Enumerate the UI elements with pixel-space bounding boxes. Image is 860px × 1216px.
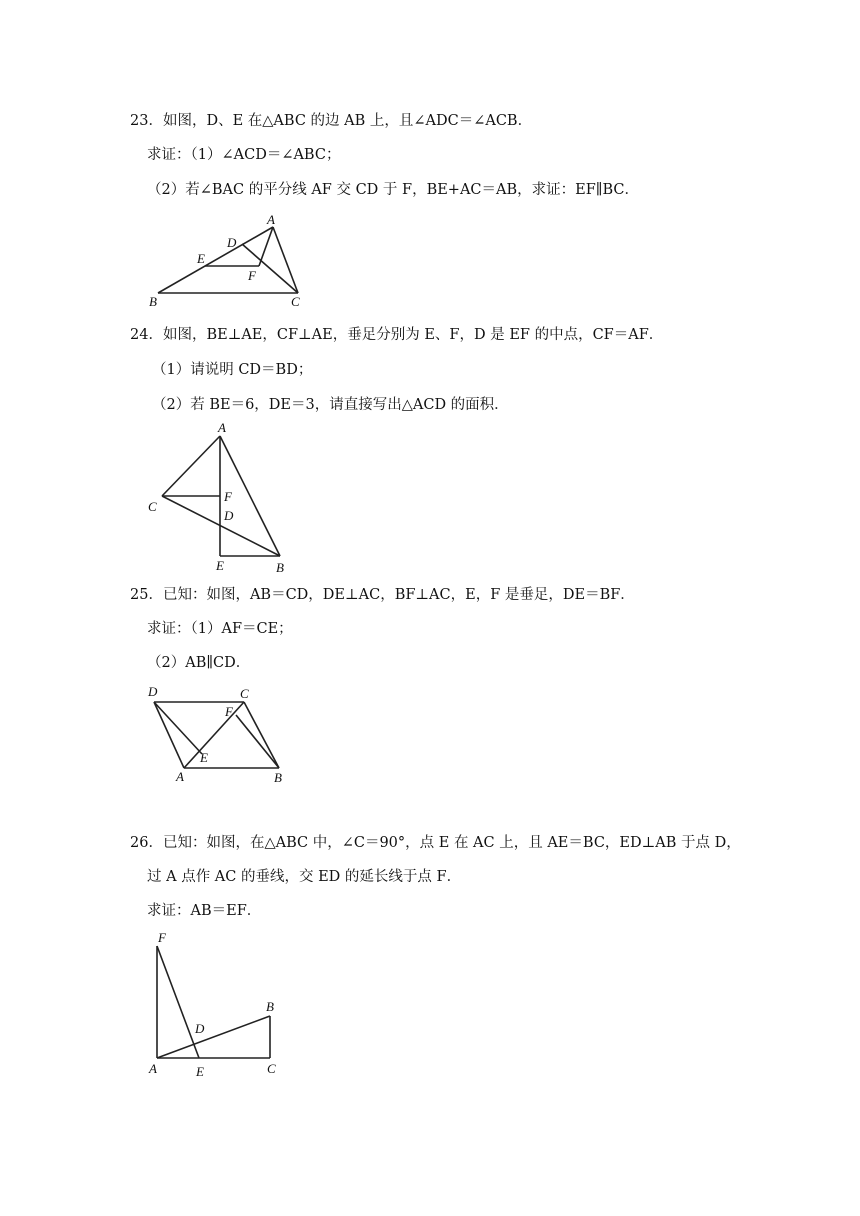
problem-23-part1: 求证：（1）∠ACD＝∠ABC；	[147, 147, 341, 163]
fig23-label-b: B	[149, 294, 157, 309]
fig23-label-a: A	[267, 212, 275, 227]
fig23-label-f: F	[248, 268, 256, 283]
problem-25-figure	[140, 680, 310, 790]
problem-25-part2: （2）AB∥CD．	[147, 655, 251, 671]
problem-24-part2: （2）若 BE＝6，DE＝3，请直接写出△ACD 的面积．	[152, 397, 509, 413]
fig23-label-d: D	[227, 235, 237, 250]
problem-23-statement: 23．如图，D、E 在△ABC 的边 AB 上，且∠ADC＝∠ACB．	[130, 113, 533, 129]
problem-26-statement: 26．已知：如图，在△ABC 中，∠C＝90°，点 E 在 AC 上，且 AE＝BC，ED⊥AB 于点 D，	[130, 835, 741, 851]
problem-23-figure	[145, 212, 325, 312]
fig25-label-f: F	[225, 704, 233, 719]
fig24-label-b: B	[276, 560, 284, 575]
fig26-label-e: E	[196, 1064, 204, 1079]
fig26-label-c: C	[267, 1061, 276, 1076]
problem-26-prove: 求证：AB＝EF．	[147, 903, 262, 919]
fig25-label-c: C	[240, 686, 249, 701]
fig24-label-c: C	[148, 499, 157, 514]
fig25-label-d: D	[148, 684, 158, 699]
problem-24-part1: （1）请说明 CD＝BD；	[152, 362, 313, 378]
fig24-label-a: A	[218, 420, 226, 435]
fig23-label-e: E	[197, 251, 205, 266]
problem-25-part1: 求证：（1）AF＝CE；	[147, 621, 293, 637]
fig26-label-d: D	[195, 1021, 205, 1036]
fig23-label-c: C	[291, 294, 300, 309]
fig24-label-e: E	[216, 558, 224, 573]
fig24-label-f: F	[224, 489, 232, 504]
fig26-label-f: F	[158, 930, 166, 945]
fig26-label-b: B	[266, 999, 274, 1014]
problem-24-figure	[140, 418, 300, 578]
fig25-label-b: B	[274, 770, 282, 785]
fig26-label-a: A	[149, 1061, 157, 1076]
problem-24-statement: 24．如图，BE⊥AE，CF⊥AE，垂足分别为 E、F，D 是 EF 的中点，CF＝AF．	[130, 327, 664, 343]
problem-25-statement: 25．已知：如图，AB＝CD，DE⊥AC，BF⊥AC，E，F 是垂足，DE＝BF．	[130, 587, 635, 603]
problem-23-part2: （2）若∠BAC 的平分线 AF 交 CD 于 F，BE+AC＝AB，求证：EF∥BC．	[147, 182, 640, 198]
fig25-label-a: A	[176, 769, 184, 784]
problem-26-statement-cont: 过 A 点作 AC 的垂线，交 ED 的延长线于点 F．	[147, 869, 462, 885]
fig25-label-e: E	[200, 750, 208, 765]
fig24-label-d: D	[224, 508, 234, 523]
problem-26-figure	[140, 925, 300, 1085]
